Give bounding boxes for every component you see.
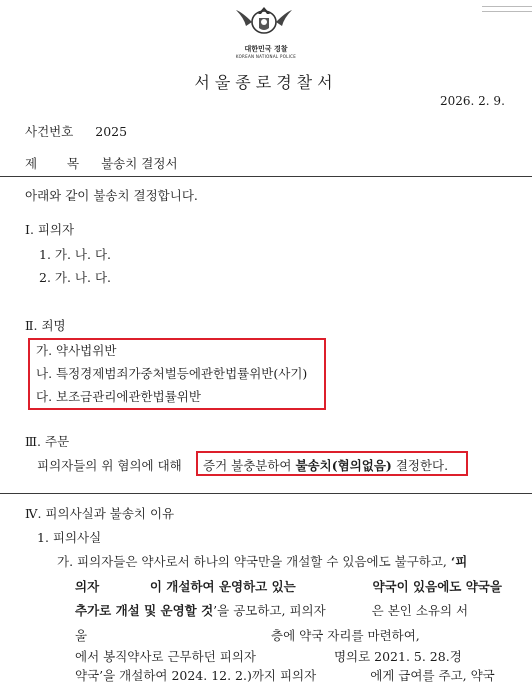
- suspect-item: 2. 가. 나. 다.: [39, 270, 111, 285]
- document-date: 2026. 2. 9.: [440, 94, 505, 108]
- facts-line: 의자 이 개설하여 운영하고 있는 약국이 있음에도 약국을: [75, 579, 502, 594]
- facts-line: 에서 봉직약사로 근무하던 피의자 명의로 2021. 5. 28.경: [75, 649, 462, 664]
- divider-top: [0, 176, 532, 177]
- suspect-item: 1. 가. 나. 다.: [39, 247, 111, 262]
- section-charges-heading: Ⅱ. 죄명: [25, 318, 66, 333]
- case-number-value: 2025: [95, 124, 128, 139]
- facts-line: 약국’을 개설하여 2024. 12. 2.)까지 피의자 에게 급여를 주고, 약국: [75, 668, 495, 683]
- facts-line: 추가로 개설 및 운영할 것’을 공모하고, 피의자 은 본인 소유의 서: [75, 603, 469, 618]
- section-disposition-heading: Ⅲ. 주문: [25, 434, 70, 449]
- intro-text: 아래와 같이 불송치 결정합니다.: [25, 188, 198, 203]
- page-title: 서울종로경찰서: [194, 73, 338, 92]
- facts-line: 가. 피의자들은 약사로서 하나의 약국만을 개설할 수 있음에도 불구하고, ‘피: [57, 554, 468, 569]
- section-suspects-heading: Ⅰ. 피의자: [25, 222, 75, 237]
- agency-name-en: KOREAN NATIONAL POLICE: [235, 54, 297, 59]
- disposition-reason: 증거 불충분하여: [203, 458, 292, 473]
- charge-item: 다. 보조금관리에관한법률위반: [36, 389, 201, 404]
- section-facts-heading: Ⅳ. 피의사실과 불송치 이유: [25, 506, 175, 521]
- case-number-label: 사건번호: [25, 124, 74, 139]
- divider-bottom: [0, 493, 532, 494]
- charge-item: 나. 특정경제범죄가중처벌등에관한법률위반(사기): [36, 366, 308, 381]
- disposition-result: 불송치(혐의없음): [295, 458, 392, 473]
- facts-line: 울 층에 약국 자리를 마련하여,: [75, 628, 420, 643]
- disposition-text: 피의자들의 위 혐의에 대해: [37, 458, 182, 473]
- subject-value: 불송치 결정서: [101, 156, 178, 171]
- police-emblem-icon: [232, 4, 296, 36]
- subject-label-2: 목: [67, 156, 80, 171]
- agency-name-ko: 대한민국 경찰: [244, 45, 288, 53]
- case-number-row: [25, 122, 127, 140]
- subject-row: [25, 154, 178, 172]
- charge-item: 가. 약사법위반: [36, 343, 117, 358]
- facts-sub-heading: 1. 피의사실: [37, 530, 102, 545]
- subject-label-1: 제: [25, 156, 38, 171]
- disposition-decision: 결정한다.: [395, 458, 449, 473]
- disposition-highlight-text: [203, 456, 448, 474]
- scan-corner-mark: [482, 6, 532, 12]
